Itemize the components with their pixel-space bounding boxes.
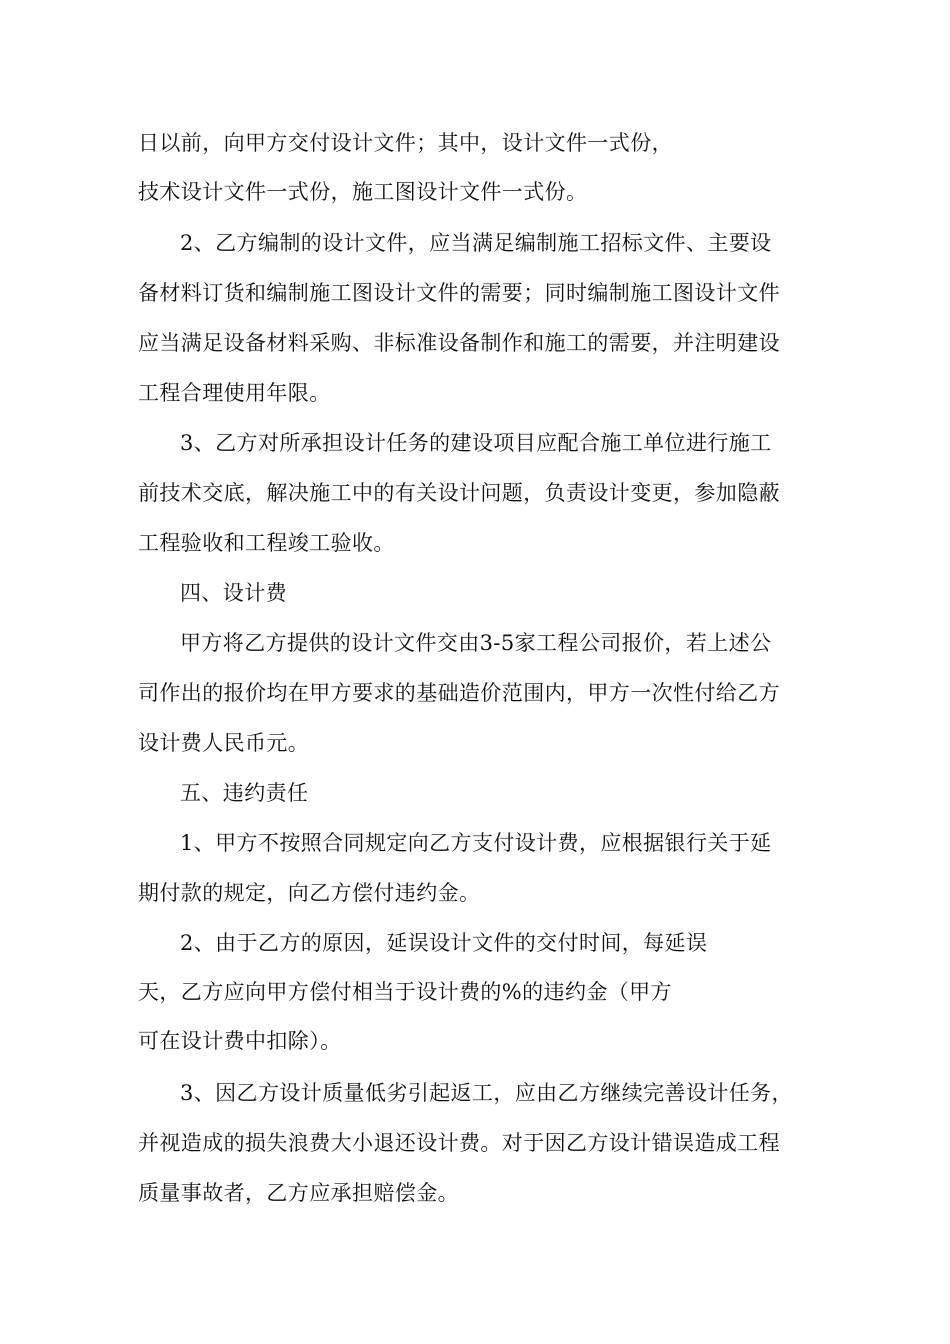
- text-line: 3、乙方对所承担设计任务的建设项目应配合施工单位进行施工: [180, 431, 772, 455]
- text-line: 3、因乙方设计质量低劣引起返工，应由乙方继续完善设计任务，: [180, 1081, 793, 1105]
- text-line: 设计费人民币元。: [138, 731, 310, 755]
- text-line: 并视造成的损失浪费大小退还设计费。对于因乙方设计错误造成工程: [138, 1131, 780, 1155]
- text-line: 前技术交底，解决施工中的有关设计问题，负责设计变更，参加隐蔽: [138, 481, 780, 505]
- text-line: 备材料订货和编制施工图设计文件的需要；同时编制施工图设计文件: [138, 281, 780, 305]
- text-line: 工程合理使用年限。: [138, 381, 331, 405]
- text-line: 司作出的报价均在甲方要求的基础造价范围内，甲方一次性付给乙方: [138, 681, 780, 705]
- text-line: 天，乙方应向甲方偿付相当于设计费的%的违约金（甲方: [138, 980, 672, 1004]
- text-line: 2、乙方编制的设计文件，应当满足编制施工招标文件、主要设: [180, 231, 772, 255]
- section-heading: 五、违约责任: [180, 781, 309, 805]
- text-line: 1、甲方不按照合同规定向乙方支付设计费，应根据银行关于延: [180, 831, 772, 855]
- text-line: 期付款的规定，向乙方偿付违约金。: [138, 881, 481, 905]
- text-line: 日以前，向甲方交付设计文件；其中，设计文件一式份，: [138, 131, 673, 155]
- text-line: 工程验收和工程竣工验收。: [138, 531, 395, 555]
- text-line: 应当满足设备材料采购、非标准设备制作和施工的需要，并注明建设: [138, 331, 780, 355]
- text-line: 甲方将乙方提供的设计文件交由3-5家工程公司报价，若上述公: [180, 631, 772, 655]
- text-line: 2、由于乙方的原因，延误设计文件的交付时间，每延误: [180, 931, 708, 955]
- text-line: 可在设计费中扣除）。: [138, 1029, 342, 1053]
- text-line: 技术设计文件一式份，施工图设计文件一式份。: [138, 180, 588, 204]
- text-line: 质量事故者，乙方应承担赔偿金。: [138, 1181, 459, 1205]
- section-heading: 四、设计费: [180, 581, 287, 605]
